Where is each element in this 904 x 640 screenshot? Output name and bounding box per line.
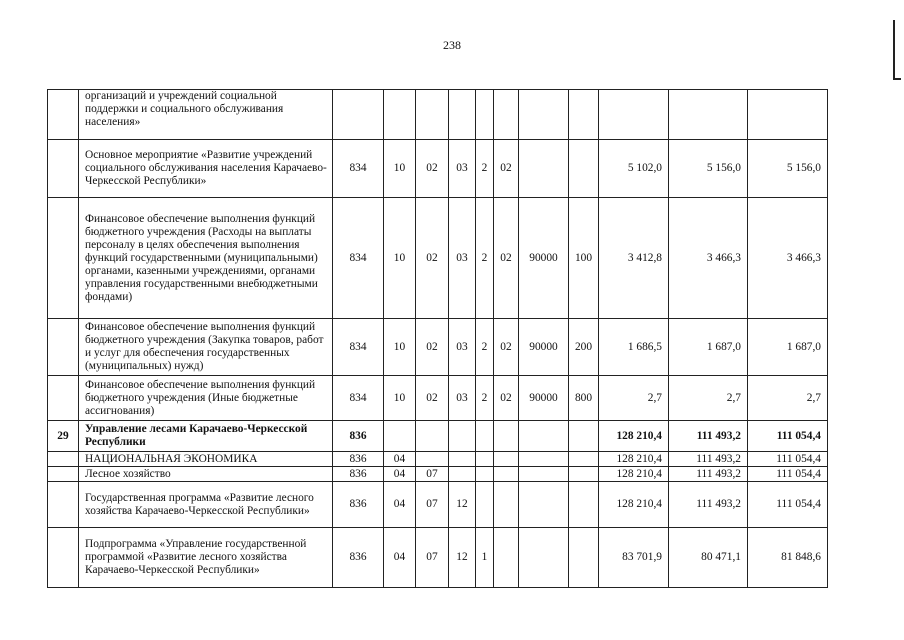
cell-code-3 (416, 421, 449, 452)
cell-value-1: 83 701,9 (599, 528, 669, 588)
cell-code-2: 10 (384, 376, 416, 421)
cell-no (48, 452, 79, 467)
cell-value-3: 5 156,0 (748, 140, 828, 198)
cell-code-5: 1 (476, 528, 494, 588)
cell-value-3 (748, 90, 828, 140)
cell-code-7 (519, 90, 569, 140)
cell-code-1: 834 (333, 319, 384, 376)
cell-code-2: 04 (384, 482, 416, 528)
cell-no (48, 140, 79, 198)
cell-value-2: 111 493,2 (669, 467, 748, 482)
cell-value-3: 111 054,4 (748, 467, 828, 482)
cell-no (48, 467, 79, 482)
cell-value-3: 111 054,4 (748, 482, 828, 528)
cell-code-4 (449, 421, 476, 452)
cell-code-1: 836 (333, 421, 384, 452)
table-row-section (48, 421, 828, 452)
cell-name: Основное мероприятие «Развитие учреждений социального обслуживания населения Карачаево-Черкесской Республики» (79, 140, 333, 198)
cell-code-5 (476, 452, 494, 467)
cell-value-3: 2,7 (748, 376, 828, 421)
table-row (48, 528, 828, 588)
cell-value-2: 2,7 (669, 376, 748, 421)
cell-code-1: 834 (333, 376, 384, 421)
cell-no (48, 90, 79, 140)
cell-code-6 (494, 467, 519, 482)
cell-code-4 (449, 90, 476, 140)
page-number: 238 (443, 38, 461, 52)
budget-table (47, 89, 828, 588)
cell-value-2: 111 493,2 (669, 452, 748, 467)
cell-code-1: 836 (333, 528, 384, 588)
cell-name: Финансовое обеспечение выполнения функций бюджетного учреждения (Закупка товаров, работ и услуг для обеспечения государственных (муниципальных) нужд) (79, 319, 333, 376)
cell-no (48, 319, 79, 376)
cell-value-1: 5 102,0 (599, 140, 669, 198)
cell-value-2: 80 471,1 (669, 528, 748, 588)
cell-code-5: 2 (476, 376, 494, 421)
cell-value-2: 1 687,0 (669, 319, 748, 376)
cell-name: Финансовое обеспечение выполнения функций бюджетного учреждения (Иные бюджетные ассигнования) (79, 376, 333, 421)
cell-code-2 (384, 90, 416, 140)
cell-code-3: 07 (416, 528, 449, 588)
cell-code-3: 07 (416, 467, 449, 482)
cell-code-7 (519, 421, 569, 452)
cell-value-1: 128 210,4 (599, 482, 669, 528)
cell-value-1: 3 412,8 (599, 198, 669, 319)
cell-code-7 (519, 452, 569, 467)
cell-code-6: 02 (494, 319, 519, 376)
cell-code-4: 03 (449, 198, 476, 319)
cell-code-4 (449, 467, 476, 482)
cell-code-5 (476, 467, 494, 482)
table-row (48, 452, 828, 467)
cell-no (48, 198, 79, 319)
cell-code-8 (569, 90, 599, 140)
cell-name: Государственная программа «Развитие лесного хозяйства Карачаево-Черкесской Республики» (79, 482, 333, 528)
cell-code-1: 834 (333, 140, 384, 198)
cell-value-2 (669, 90, 748, 140)
cell-value-1 (599, 90, 669, 140)
cell-code-6 (494, 482, 519, 528)
table-row (48, 467, 828, 482)
cell-code-4: 03 (449, 376, 476, 421)
cell-value-1: 2,7 (599, 376, 669, 421)
cell-code-3: 02 (416, 198, 449, 319)
cell-value-1: 1 686,5 (599, 319, 669, 376)
cell-code-4: 12 (449, 528, 476, 588)
table-row (48, 482, 828, 528)
cell-value-3: 3 466,3 (748, 198, 828, 319)
cell-code-6: 02 (494, 198, 519, 319)
table-row (48, 90, 828, 140)
table-row (48, 198, 828, 319)
cell-code-3: 02 (416, 319, 449, 376)
cell-code-1: 834 (333, 198, 384, 319)
cell-code-2: 04 (384, 452, 416, 467)
cell-code-1 (333, 90, 384, 140)
cell-code-8: 200 (569, 319, 599, 376)
cell-code-7: 90000 (519, 376, 569, 421)
cell-code-7 (519, 140, 569, 198)
cell-code-1: 836 (333, 467, 384, 482)
cell-name: Лесное хозяйство (79, 467, 333, 482)
cell-code-6: 02 (494, 376, 519, 421)
scan-edge-mark (893, 20, 901, 80)
cell-code-7 (519, 482, 569, 528)
cell-code-3 (416, 452, 449, 467)
cell-code-7: 90000 (519, 319, 569, 376)
cell-code-3: 02 (416, 376, 449, 421)
cell-code-3: 02 (416, 140, 449, 198)
cell-no (48, 376, 79, 421)
cell-code-5 (476, 90, 494, 140)
cell-code-5: 2 (476, 198, 494, 319)
cell-code-7 (519, 467, 569, 482)
cell-code-3: 07 (416, 482, 449, 528)
cell-code-6 (494, 421, 519, 452)
table-row (48, 376, 828, 421)
cell-no (48, 528, 79, 588)
cell-code-6 (494, 90, 519, 140)
cell-code-1: 836 (333, 482, 384, 528)
cell-name: Подпрограмма «Управление государственной программой «Развитие лесного хозяйства Карачаево-Черкесской Республики» (79, 528, 333, 588)
cell-code-2 (384, 421, 416, 452)
cell-no: 29 (48, 421, 79, 452)
cell-value-1: 128 210,4 (599, 421, 669, 452)
cell-value-1: 128 210,4 (599, 467, 669, 482)
cell-code-8 (569, 482, 599, 528)
cell-code-7 (519, 528, 569, 588)
cell-code-5: 2 (476, 140, 494, 198)
cell-code-8: 100 (569, 198, 599, 319)
cell-value-1: 128 210,4 (599, 452, 669, 467)
cell-code-8 (569, 452, 599, 467)
cell-code-2: 04 (384, 528, 416, 588)
cell-code-5: 2 (476, 319, 494, 376)
cell-value-2: 111 493,2 (669, 421, 748, 452)
cell-value-3: 81 848,6 (748, 528, 828, 588)
table-row (48, 319, 828, 376)
cell-code-6 (494, 452, 519, 467)
cell-name: Финансовое обеспечение выполнения функций бюджетного учреждения (Расходы на выплаты персоналу в целях обеспечения выполнения функций государственными (муниципальными) органами, казенными учреждениями, органами управления государственными внебюджетными фондами) (79, 198, 333, 319)
cell-code-1: 836 (333, 452, 384, 467)
cell-code-4 (449, 452, 476, 467)
cell-code-3 (416, 90, 449, 140)
cell-code-2: 10 (384, 319, 416, 376)
cell-code-8 (569, 140, 599, 198)
cell-value-2: 5 156,0 (669, 140, 748, 198)
cell-code-4: 03 (449, 140, 476, 198)
cell-code-6 (494, 528, 519, 588)
cell-code-4: 12 (449, 482, 476, 528)
cell-value-3: 1 687,0 (748, 319, 828, 376)
cell-name: Управление лесами Карачаево-Черкесской Республики (79, 421, 333, 452)
cell-value-3: 111 054,4 (748, 452, 828, 467)
cell-code-7: 90000 (519, 198, 569, 319)
cell-code-2: 10 (384, 198, 416, 319)
cell-no (48, 482, 79, 528)
cell-code-4: 03 (449, 319, 476, 376)
cell-code-8 (569, 467, 599, 482)
cell-name: организаций и учреждений социальной поддержки и социального обслуживания населения» (79, 90, 333, 140)
cell-value-3: 111 054,4 (748, 421, 828, 452)
cell-code-2: 10 (384, 140, 416, 198)
cell-name: НАЦИОНАЛЬНАЯ ЭКОНОМИКА (79, 452, 333, 467)
cell-code-2: 04 (384, 467, 416, 482)
cell-value-2: 111 493,2 (669, 482, 748, 528)
cell-value-2: 3 466,3 (669, 198, 748, 319)
table-row (48, 140, 828, 198)
cell-code-6: 02 (494, 140, 519, 198)
cell-code-5 (476, 421, 494, 452)
cell-code-8 (569, 421, 599, 452)
cell-code-8 (569, 528, 599, 588)
cell-code-5 (476, 482, 494, 528)
cell-code-8: 800 (569, 376, 599, 421)
